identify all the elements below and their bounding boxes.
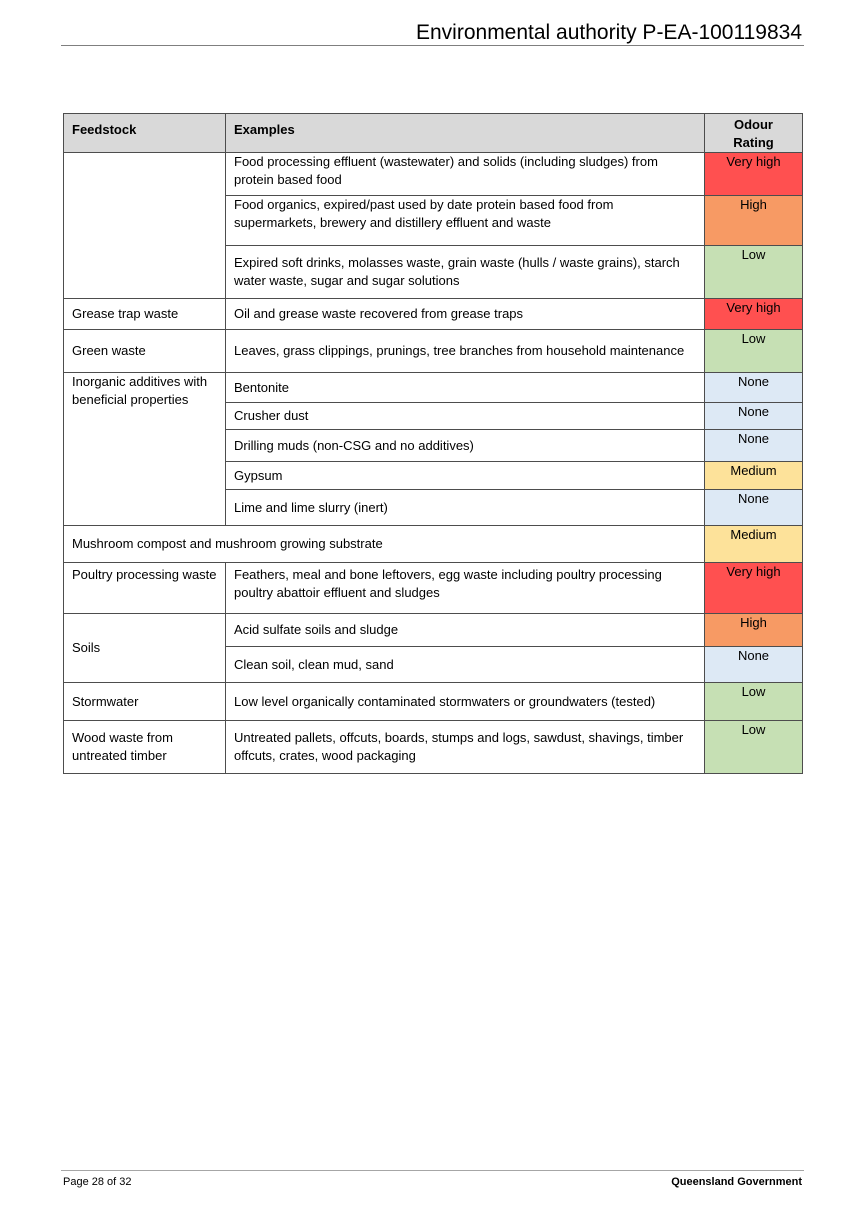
- footer-divider: [61, 1170, 804, 1171]
- odour-rating-cell: None: [705, 403, 803, 430]
- example-cell: Oil and grease waste recovered from grease traps: [226, 299, 705, 330]
- feedstock-cell: Soils: [64, 614, 226, 683]
- example-cell: Feathers, meal and bone leftovers, egg waste including poultry processing poultry abattoir effluent and sludges: [226, 563, 705, 614]
- odour-rating-cell: None: [705, 373, 803, 403]
- feedstock-cell: Inorganic additives with beneficial properties: [64, 373, 226, 526]
- odour-rating-cell: High: [705, 614, 803, 647]
- example-cell: Food processing effluent (wastewater) and solids (including sludges) from protein based food: [226, 153, 705, 196]
- page-number: Page 28 of 32: [63, 1176, 132, 1188]
- example-cell: Acid sulfate soils and sludge: [226, 614, 705, 647]
- example-cell: Crusher dust: [226, 403, 705, 430]
- odour-rating-cell: Low: [705, 330, 803, 373]
- feedstock-cell: [64, 153, 226, 299]
- table-row: [64, 563, 803, 614]
- column-header-feedstock: Feedstock: [64, 114, 226, 153]
- table-row: [64, 153, 803, 196]
- feedstock-cell: Mushroom compost and mushroom growing substrate: [64, 526, 705, 563]
- odour-rating-cell: Very high: [705, 299, 803, 330]
- feedstock-cell: Poultry processing waste: [64, 563, 226, 614]
- feedstock-cell: Grease trap waste: [64, 299, 226, 330]
- table-row: [64, 614, 803, 647]
- table-row: [64, 683, 803, 721]
- feedstock-cell: Stormwater: [64, 683, 226, 721]
- odour-rating-cell: None: [705, 490, 803, 526]
- example-cell: Gypsum: [226, 462, 705, 490]
- odour-rating-cell: Medium: [705, 526, 803, 563]
- example-cell: Untreated pallets, offcuts, boards, stumps and logs, sawdust, shavings, timber offcuts, crates, wood packaging: [226, 721, 705, 774]
- example-cell: Bentonite: [226, 373, 705, 403]
- odour-rating-cell: Medium: [705, 462, 803, 490]
- odour-rating-cell: None: [705, 647, 803, 683]
- column-header-examples: Examples: [226, 114, 705, 153]
- document-title: Environmental authority P-EA-100119834: [415, 21, 802, 44]
- example-cell: Expired soft drinks, molasses waste, grain waste (hulls / waste grains), starch water waste, sugar and sugar solutions: [226, 246, 705, 299]
- odour-rating-cell: Low: [705, 246, 803, 299]
- table-row: [64, 721, 803, 774]
- table-header-row: [64, 114, 803, 153]
- odour-rating-table: [63, 113, 803, 774]
- odour-rating-cell: Very high: [705, 563, 803, 614]
- odour-rating-cell: None: [705, 430, 803, 462]
- odour-rating-cell: Low: [705, 721, 803, 774]
- example-cell: Lime and lime slurry (inert): [226, 490, 705, 526]
- feedstock-cell: Wood waste from untreated timber: [64, 721, 226, 774]
- footer-brand: Queensland Government: [671, 1176, 802, 1188]
- example-cell: Clean soil, clean mud, sand: [226, 647, 705, 683]
- odour-rating-cell: High: [705, 196, 803, 246]
- example-cell: Drilling muds (non-CSG and no additives): [226, 430, 705, 462]
- table-row: [64, 526, 803, 563]
- table-row: [64, 373, 803, 403]
- feedstock-cell: Green waste: [64, 330, 226, 373]
- column-header-odour-rating: Odour Rating: [705, 114, 803, 153]
- odour-rating-cell: Low: [705, 683, 803, 721]
- odour-rating-cell: Very high: [705, 153, 803, 196]
- example-cell: Food organics, expired/past used by date protein based food from supermarkets, brewery and distillery effluent and waste: [226, 196, 705, 246]
- header-divider: [61, 45, 804, 46]
- table-row: [64, 330, 803, 373]
- table-row: [64, 299, 803, 330]
- example-cell: Leaves, grass clippings, prunings, tree branches from household maintenance: [226, 330, 705, 373]
- example-cell: Low level organically contaminated stormwaters or groundwaters (tested): [226, 683, 705, 721]
